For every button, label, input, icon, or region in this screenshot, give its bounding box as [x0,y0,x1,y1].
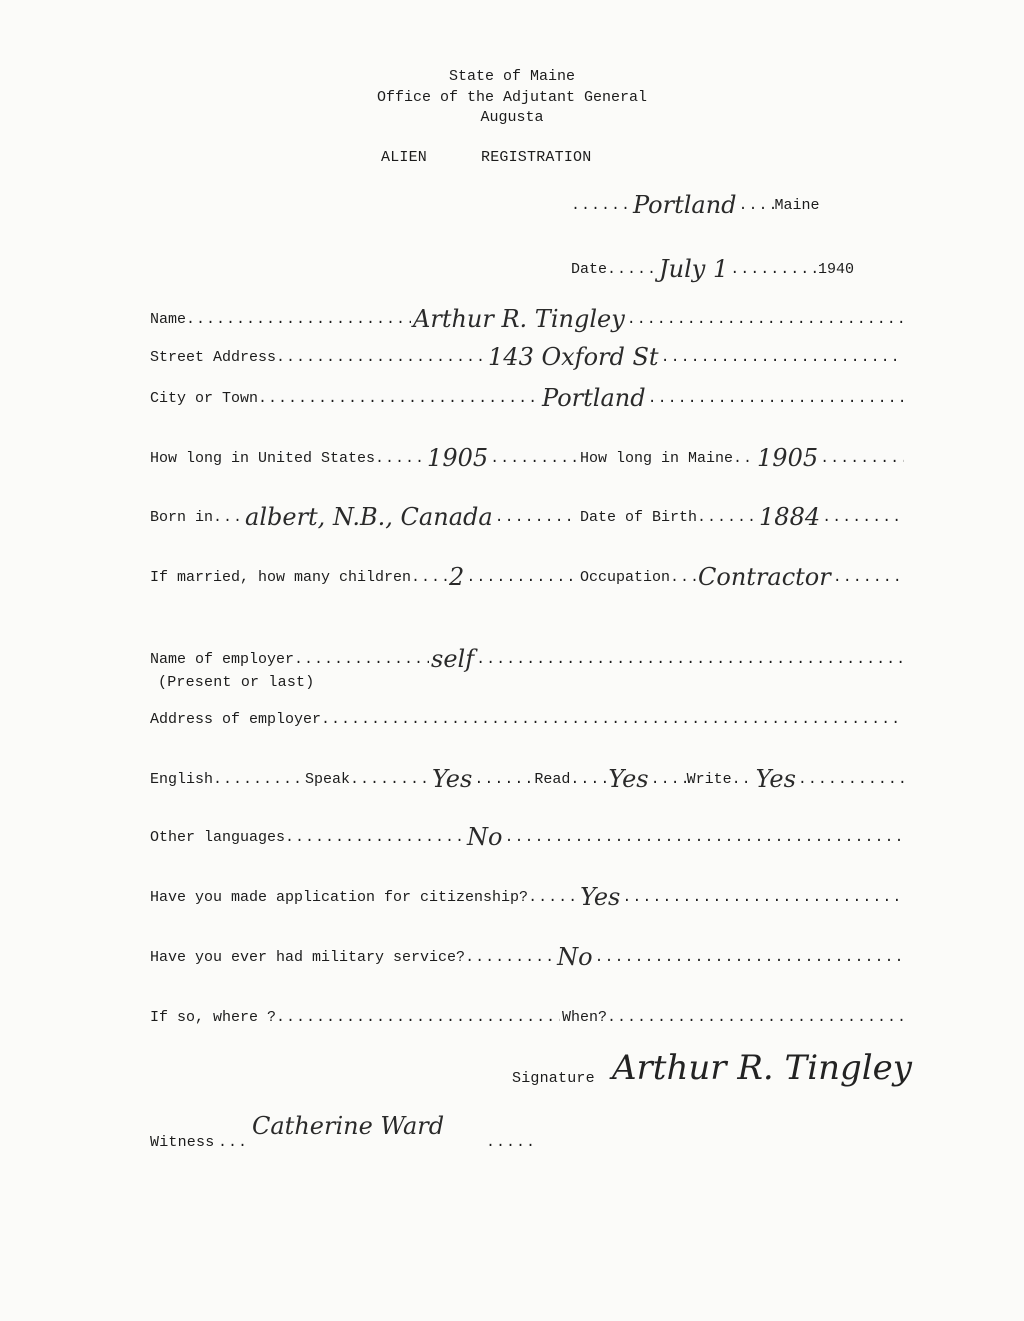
other-languages-row [150,820,904,851]
employer-value: self [431,645,475,673]
date-row [571,252,854,283]
employer-row [150,642,904,673]
witness-label: Witness [150,1134,215,1151]
employer-label: Name of employer [150,651,295,668]
city-label: City or Town [150,390,259,407]
witness-leader-dots: ... [218,1134,249,1151]
name-row [150,302,904,333]
us-time-value: 1905 [427,444,489,472]
street-row [150,340,904,371]
other-languages-value: No [467,823,503,851]
when-label: When? [562,1009,608,1026]
military-row [150,940,904,971]
dob-value: 1884 [759,503,821,531]
children-label: If married, how many children [150,569,412,586]
place-value: Portland [633,191,737,219]
date-value: July 1 [659,255,729,283]
name-value: Arthur R. Tingley [413,305,625,333]
residence-row [150,441,904,472]
family-row [150,560,904,591]
place-suffix: Maine [774,197,820,214]
date-label: Date [571,261,608,278]
street-value: 143 Oxford St [488,343,659,371]
service-where-row [150,1000,904,1026]
form-title-alien: ALIEN [381,149,428,166]
occupation-value: Contractor [698,563,831,591]
english-row [150,762,904,793]
speak-label: Speak [305,771,351,788]
header-city: Augusta [480,109,544,126]
city-row [150,381,904,412]
citizenship-label: Have you made application for citizenship? [150,889,529,906]
citizenship-value: Yes [580,883,621,911]
military-value: No [557,943,593,971]
dob-label: Date of Birth [580,509,698,526]
employer-sublabel: (Present or last) [158,674,315,691]
born-value: albert, N.B., Canada [245,503,493,531]
maine-time-label: How long in Maine [580,450,734,467]
where-label: If so, where ? [150,1009,277,1026]
born-label: Born in [150,509,214,526]
date-year: 1940 [817,261,854,278]
us-time-label: How long in United States [150,450,376,467]
read-label: Read [534,771,571,788]
other-languages-label: Other languages [150,829,286,846]
witness-value: Catherine Ward [252,1112,445,1140]
children-value: 2 [449,563,465,591]
header-office: Office of the Adjutant General [376,89,648,106]
city-value: Portland [542,384,646,412]
read-value: Yes [608,765,649,793]
name-label: Name [150,311,187,328]
write-label: Write [686,771,732,788]
header-state: State of Maine [448,68,576,85]
occupation-label: Occupation [580,569,671,586]
citizenship-row [150,880,904,911]
employer-address-label: Address of employer [150,711,322,728]
witness-trailing-dots: ..... [486,1134,537,1151]
place-row [571,188,854,219]
maine-time-value: 1905 [757,444,819,472]
english-label: English [150,771,214,788]
speak-value: Yes [432,765,473,793]
birth-row [150,500,904,531]
employer-address-row [150,702,904,728]
military-label: Have you ever had military service? [150,949,466,966]
form-title-registration: REGISTRATION [481,149,592,166]
street-label: Street Address [150,349,277,366]
signature-value: Arthur R. Tingley [612,1048,912,1088]
write-value: Yes [755,765,796,793]
signature-label: Signature [512,1070,595,1087]
